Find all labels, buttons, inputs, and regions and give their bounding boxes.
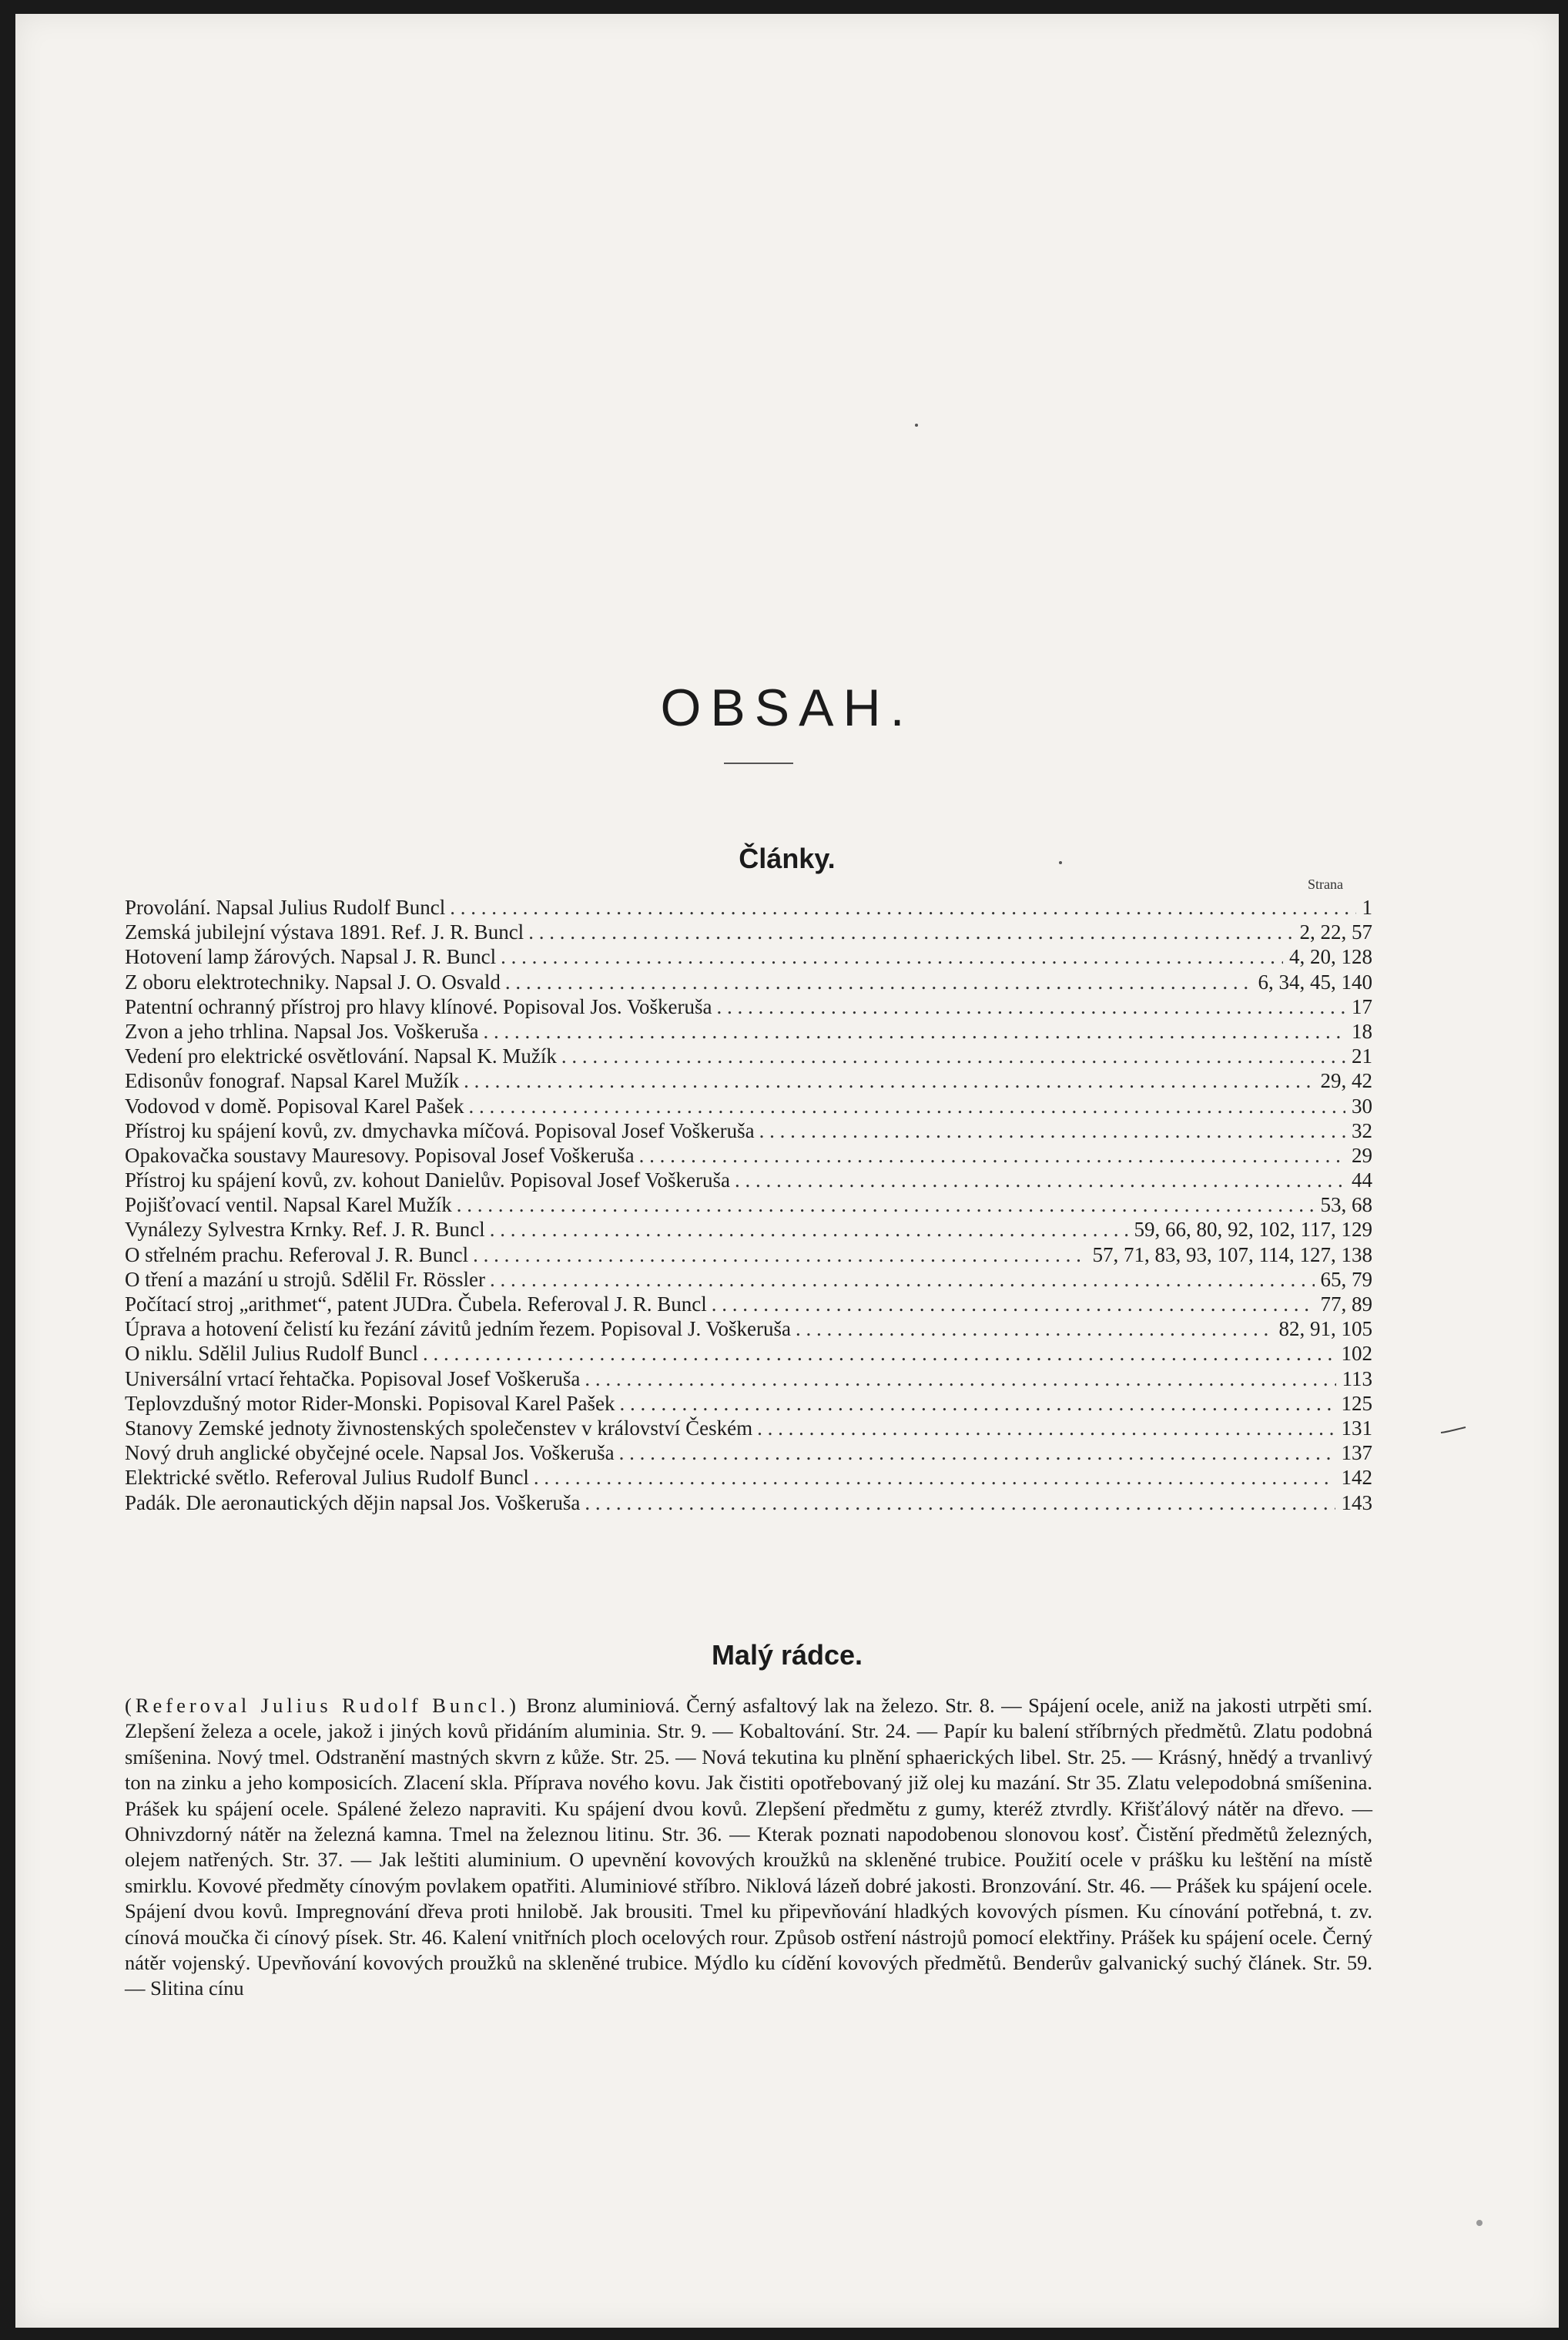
toc-entry-title: Vodovod v domě. Popisoval Karel Pašek bbox=[125, 1094, 464, 1118]
toc-entry-title: Provolání. Napsal Julius Rudolf Buncl bbox=[125, 896, 446, 919]
toc-entry-title: O tření a mazání u strojů. Sdělil Fr. Rössler bbox=[125, 1267, 485, 1291]
toc-entry-pages: 6, 34, 45, 140 bbox=[1258, 970, 1372, 994]
toc-entry bbox=[125, 1019, 1372, 1044]
toc-entry-pages: 18 bbox=[1352, 1019, 1372, 1043]
toc-entry bbox=[125, 1242, 1372, 1267]
toc-entry-title: Padák. Dle aeronautických dějin napsal Jos. Voškeruša bbox=[125, 1490, 581, 1514]
toc-entry-pages: 65, 79 bbox=[1320, 1267, 1372, 1291]
toc-entry bbox=[125, 970, 1372, 994]
toc-leader-dots bbox=[620, 1391, 1335, 1416]
toc-entry-title: Opakovačka soustavy Mauresovy. Popisoval Josef Voškeruša bbox=[125, 1143, 635, 1167]
table-of-contents bbox=[125, 895, 1372, 1515]
toc-entry bbox=[125, 920, 1372, 944]
toc-entry-title: Universální vrtací řehtačka. Popisoval Josef Voškeruša bbox=[125, 1366, 581, 1390]
toc-entry-title: Nový druh anglické obyčejné ocele. Napsal Jos. Voškeruša bbox=[125, 1441, 615, 1465]
pencil-mark-icon bbox=[1440, 1426, 1466, 1434]
articles-heading: Články. bbox=[739, 843, 836, 874]
toc-entry-title: O střelném prachu. Referoval J. R. Buncl bbox=[125, 1242, 469, 1266]
toc-entry-pages: 32 bbox=[1352, 1118, 1372, 1142]
toc-entry bbox=[125, 1341, 1372, 1366]
toc-entry-title: Teplovzdušný motor Rider-Monski. Popisoval Karel Pašek bbox=[125, 1391, 615, 1415]
toc-leader-dots bbox=[423, 1341, 1335, 1366]
toc-entry bbox=[125, 1217, 1372, 1242]
toc-leader-dots bbox=[585, 1490, 1335, 1515]
toc-entry bbox=[125, 1068, 1372, 1093]
toc-leader-dots bbox=[457, 1192, 1315, 1217]
toc-entry-pages: 82, 91, 105 bbox=[1278, 1317, 1372, 1341]
toc-entry-title: Zemská jubilejní výstava 1891. Ref. J. R. Buncl bbox=[125, 920, 524, 944]
toc-entry bbox=[125, 994, 1372, 1019]
toc-leader-dots bbox=[490, 1217, 1128, 1242]
advisor-heading: Malý rádce. bbox=[711, 1639, 863, 1671]
toc-entry bbox=[125, 1292, 1372, 1316]
toc-entry-pages: 29, 42 bbox=[1320, 1069, 1372, 1093]
toc-leader-dots bbox=[759, 1118, 1345, 1143]
toc-leader-dots bbox=[473, 1242, 1086, 1267]
toc-entry bbox=[125, 1366, 1372, 1391]
toc-entry-pages: 137 bbox=[1341, 1441, 1372, 1465]
toc-entry-title: Hotovení lamp žárových. Napsal J. R. Buncl bbox=[125, 945, 497, 969]
toc-entry bbox=[125, 1143, 1372, 1168]
toc-entry bbox=[125, 1168, 1372, 1192]
toc-entry-pages: 53, 68 bbox=[1320, 1193, 1372, 1217]
paper-speck bbox=[1059, 861, 1062, 864]
toc-entry-title: Úprava a hotovení čelistí ku řezání závitů jedním řezem. Popisoval J. Voškeruša bbox=[125, 1317, 792, 1341]
toc-entry-title: Vedení pro elektrické osvětlování. Napsal K. Mužík bbox=[125, 1044, 557, 1068]
toc-entry-pages: 44 bbox=[1352, 1168, 1372, 1192]
toc-entry bbox=[125, 1465, 1372, 1490]
toc-entry-pages: 113 bbox=[1342, 1366, 1372, 1390]
toc-entry bbox=[125, 1267, 1372, 1292]
paper-speck bbox=[1476, 2220, 1483, 2226]
toc-entry-pages: 30 bbox=[1352, 1094, 1372, 1118]
toc-leader-dots bbox=[796, 1316, 1272, 1341]
toc-leader-dots bbox=[528, 920, 1293, 944]
toc-entry bbox=[125, 1118, 1372, 1143]
toc-leader-dots bbox=[619, 1440, 1335, 1465]
toc-entry-pages: 77, 89 bbox=[1320, 1292, 1372, 1316]
advisor-body: Bronz aluminiová. Černý asfaltový lak na železo. Str. 8. — Spájení ocele, aniž na jakosti utrpěti smí. Zlepšení železa a ocele, jakož i jiných kovů přidáním aluminia. Str. 9. — Kobaltování. Str. 24. — Papír ku balení stříbrných předmětů. Zlatu podobná smíšenina. Nový tmel. Odstranění mastných skvrn z kůže. Str. 25. — Nová tekutina ku plnění sphaerických libel. Str. 25. — Krásný, hnědý a trvanlivý ton na zinku a jeho komposicích. Zlacení skla. Příprava nového kovu. Jak čistiti opotřebovaný již olej ku mazání. Str 35. Zlatu velepodobná smíšenina. Prášek ku spájení ocele. Spálené železo napraviti. Ku spájení dvou kovů. Zlepšení předmětu z gumy, kteréž ztvrdly. Křišťálový nátěr na dřevo. — Ohnivzdorný nátěr na železná kamna. Tmel na železnou litinu. Str. 36. — Kterak poznati napodobenou slonovou kosť. Čistění předmětů železných, olejem natřených. Str. 37. — Jak leštiti aluminium. O upevnění kovových kroužků na skleněné trubice. Použití ocele v prášku ku leštění na místě smirklu. Kovové předměty cínovým povlakem opatřiti. Aluminiové stříbro. Niklová lázeň dobré jakosti. Bronzování. Str. 46. — Prášek ku spájení ocele. Spájení dvou kovů. Impregnování dřeva proti hnilobě. Jak brousiti. Tmel ku připevňování hladkých kovových písmen. Ku cínování potřebná, t. zv. cínová moučka či cínový písek. Str. 46. Kalení vnitřních ploch ocelových rour. Způsob ostření nástrojů pomocí elektřiny. Prášek ku spájení ocele. Černý nátěr vojenský. Upevňování kovových proužků na skleněné trubice. Mýdlo ku cídění kovových předmětů. Benderův galvanický suchý článek. Str. 59. — Slitina cínu bbox=[125, 1694, 1372, 2000]
toc-entry-pages: 4, 20, 128 bbox=[1289, 945, 1372, 969]
toc-entry bbox=[125, 1316, 1372, 1341]
advisor-byline: (Referoval Julius Rudolf Buncl.) bbox=[125, 1694, 520, 1717]
toc-leader-dots bbox=[505, 970, 1252, 994]
toc-leader-dots bbox=[450, 895, 1355, 920]
toc-entry bbox=[125, 1416, 1372, 1440]
toc-entry-pages: 143 bbox=[1341, 1490, 1372, 1514]
toc-entry-title: Přístroj ku spájení kovů, zv. kohout Danielův. Popisoval Josef Voškeruša bbox=[125, 1168, 730, 1192]
toc-entry bbox=[125, 1094, 1372, 1118]
toc-leader-dots bbox=[501, 944, 1283, 969]
document-page bbox=[15, 14, 1559, 2328]
toc-entry bbox=[125, 1192, 1372, 1217]
title-divider bbox=[724, 763, 793, 764]
toc-leader-dots bbox=[483, 1019, 1345, 1044]
toc-entry-title: O niklu. Sdělil Julius Rudolf Buncl bbox=[125, 1342, 419, 1366]
toc-entry-title: Stanovy Zemské jednoty živnostenských společenstev v království Českém bbox=[125, 1416, 753, 1440]
toc-leader-dots bbox=[464, 1068, 1314, 1093]
toc-entry-title: Edisonův fonograf. Napsal Karel Mužík bbox=[125, 1069, 460, 1093]
page-column-label: Strana bbox=[1308, 877, 1343, 892]
toc-leader-dots bbox=[468, 1094, 1345, 1118]
toc-entry bbox=[125, 895, 1372, 920]
toc-leader-dots bbox=[712, 1292, 1315, 1316]
page-title: OBSAH. bbox=[660, 679, 914, 737]
toc-leader-dots bbox=[735, 1168, 1345, 1192]
toc-leader-dots bbox=[585, 1366, 1335, 1391]
toc-entry-title: Z oboru elektrotechniky. Napsal J. O. Osvald bbox=[125, 970, 501, 994]
toc-entry bbox=[125, 1490, 1372, 1515]
toc-leader-dots bbox=[757, 1416, 1335, 1440]
toc-leader-dots bbox=[561, 1044, 1345, 1068]
advisor-text bbox=[125, 1693, 1372, 2002]
toc-entry-title: Přístroj ku spájení kovů, zv. dmychavka míčová. Popisoval Josef Voškeruša bbox=[125, 1118, 755, 1142]
toc-entry-title: Vynálezy Sylvestra Krnky. Ref. J. R. Buncl bbox=[125, 1218, 485, 1242]
toc-entry-title: Pojišťovací ventil. Napsal Karel Mužík bbox=[125, 1193, 452, 1217]
toc-entry-title: Zvon a jeho trhlina. Napsal Jos. Voškeruša bbox=[125, 1019, 479, 1043]
toc-entry bbox=[125, 1440, 1372, 1465]
toc-entry-pages: 29 bbox=[1352, 1143, 1372, 1167]
toc-entry bbox=[125, 944, 1372, 969]
toc-entry-pages: 17 bbox=[1352, 994, 1372, 1018]
toc-entry-title: Patentní ochranný přístroj pro hlavy klínové. Popisoval Jos. Voškeruša bbox=[125, 994, 712, 1018]
toc-leader-dots bbox=[490, 1267, 1315, 1292]
paper-speck bbox=[915, 424, 918, 427]
toc-entry-pages: 1 bbox=[1362, 896, 1372, 919]
toc-entry-pages: 142 bbox=[1341, 1466, 1372, 1490]
toc-entry-pages: 21 bbox=[1352, 1044, 1372, 1068]
toc-leader-dots bbox=[716, 994, 1345, 1019]
toc-entry-pages: 131 bbox=[1341, 1416, 1372, 1440]
toc-entry-title: Počítací stroj „arithmet“, patent JUDra. Čubela. Referoval J. R. Buncl bbox=[125, 1292, 707, 1316]
toc-entry bbox=[125, 1391, 1372, 1416]
toc-entry-title: Elektrické světlo. Referoval Julius Rudolf Buncl bbox=[125, 1466, 529, 1490]
toc-entry-pages: 125 bbox=[1341, 1391, 1372, 1415]
toc-entry-pages: 102 bbox=[1341, 1342, 1372, 1366]
toc-leader-dots bbox=[639, 1143, 1345, 1168]
toc-entry bbox=[125, 1044, 1372, 1068]
toc-leader-dots bbox=[534, 1465, 1335, 1490]
toc-entry-pages: 59, 66, 80, 92, 102, 117, 129 bbox=[1134, 1218, 1372, 1242]
toc-entry-pages: 57, 71, 83, 93, 107, 114, 127, 138 bbox=[1092, 1242, 1372, 1266]
toc-entry-pages: 2, 22, 57 bbox=[1299, 920, 1372, 944]
